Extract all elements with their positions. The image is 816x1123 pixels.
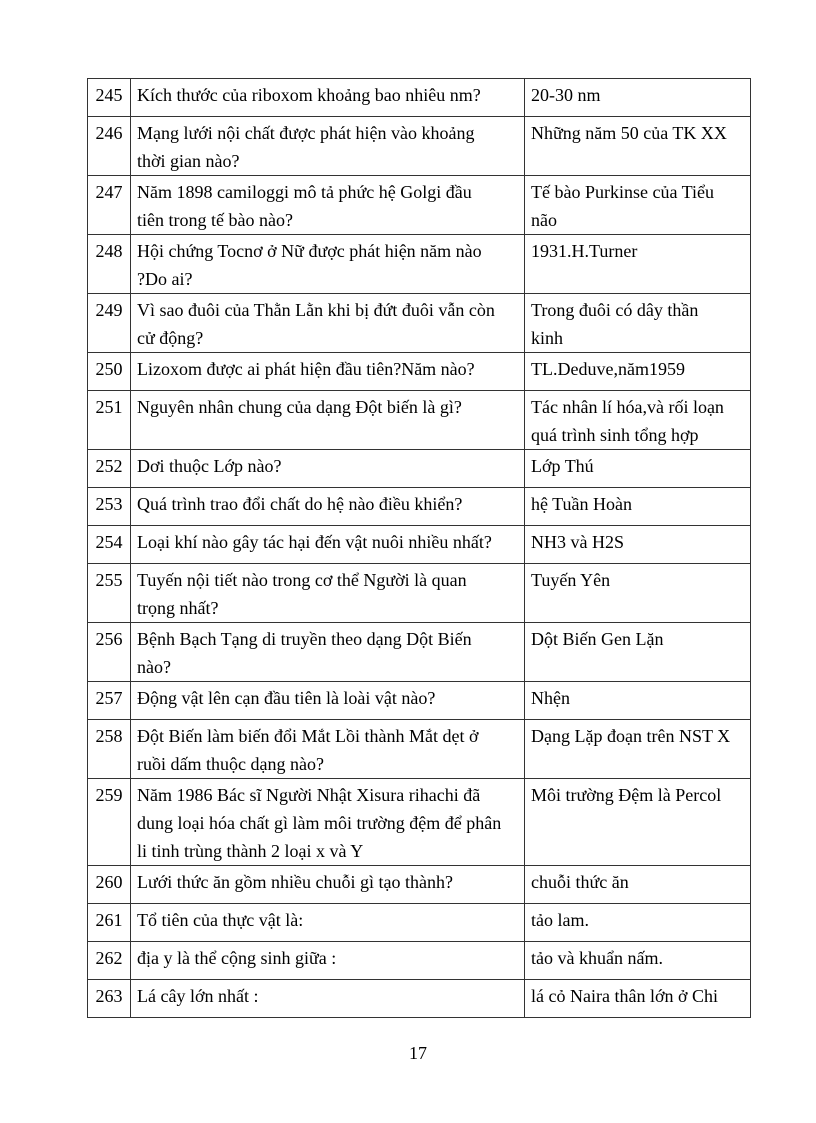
- row-number: 249: [88, 294, 131, 353]
- question-cell: Dơi thuộc Lớp nào?: [131, 450, 525, 488]
- table-row: [88, 720, 751, 779]
- row-number: 262: [88, 942, 131, 980]
- answer-cell: Nhện: [525, 682, 751, 720]
- question-cell: Loại khí nào gây tác hại đến vật nuôi nhiều nhất?: [131, 526, 525, 564]
- row-number: 257: [88, 682, 131, 720]
- question-cell: Quá trình trao đổi chất do hệ nào điều khiển?: [131, 488, 525, 526]
- answer-cell: Dạng Lặp đoạn trên NST X: [525, 720, 751, 779]
- question-cell: Tổ tiên của thực vật là:: [131, 904, 525, 942]
- table-row: [88, 526, 751, 564]
- table-row: [88, 866, 751, 904]
- table-row: [88, 980, 751, 1018]
- table-row: [88, 294, 751, 353]
- answer-cell: Môi trường Đệm là Percol: [525, 779, 751, 866]
- question-cell: Mạng lưới nội chất được phát hiện vào khoảng thời gian nào?: [131, 117, 525, 176]
- row-number: 263: [88, 980, 131, 1018]
- row-number: 255: [88, 564, 131, 623]
- answer-cell: 1931.H.Turner: [525, 235, 751, 294]
- answer-cell: Tác nhân lí hóa,và rối loạn quá trình sinh tổng hợp: [525, 391, 751, 450]
- row-number: 261: [88, 904, 131, 942]
- row-number: 251: [88, 391, 131, 450]
- question-cell: Năm 1898 camiloggi mô tả phức hệ Golgi đầu tiên trong tế bào nào?: [131, 176, 525, 235]
- page-number: 17: [409, 1043, 427, 1063]
- table-row: [88, 353, 751, 391]
- table-row: [88, 623, 751, 682]
- question-cell: Lưới thức ăn gồm nhiều chuỗi gì tạo thành?: [131, 866, 525, 904]
- answer-cell: Dột Biến Gen Lặn: [525, 623, 751, 682]
- question-cell: Hội chứng Tocnơ ở Nữ được phát hiện năm nào ?Do ai?: [131, 235, 525, 294]
- question-cell: Lá cây lớn nhất :: [131, 980, 525, 1018]
- qa-table-body: [88, 79, 751, 1018]
- answer-cell: lá cỏ Naira thân lớn ở Chi: [525, 980, 751, 1018]
- question-cell: địa y là thể cộng sinh giữa :: [131, 942, 525, 980]
- question-cell: Động vật lên cạn đầu tiên là loài vật nào?: [131, 682, 525, 720]
- row-number: 245: [88, 79, 131, 117]
- row-number: 259: [88, 779, 131, 866]
- table-row: [88, 117, 751, 176]
- answer-cell: Lớp Thú: [525, 450, 751, 488]
- question-cell: Vì sao đuôi của Thằn Lằn khi bị đứt đuôi vẫn còn cử động?: [131, 294, 525, 353]
- answer-cell: tảo và khuẩn nấm.: [525, 942, 751, 980]
- row-number: 260: [88, 866, 131, 904]
- table-row: [88, 450, 751, 488]
- table-row: [88, 235, 751, 294]
- table-row: [88, 176, 751, 235]
- question-cell: Đột Biến làm biến đổi Mắt Lồi thành Mắt dẹt ở ruồi dấm thuộc dạng nào?: [131, 720, 525, 779]
- row-number: 254: [88, 526, 131, 564]
- row-number: 247: [88, 176, 131, 235]
- answer-cell: Trong đuôi có dây thần kinh: [525, 294, 751, 353]
- answer-cell: TL.Deduve,năm1959: [525, 353, 751, 391]
- table-row: [88, 779, 751, 866]
- qa-table: [87, 78, 751, 1018]
- answer-cell: chuỗi thức ăn: [525, 866, 751, 904]
- table-row: [88, 79, 751, 117]
- row-number: 256: [88, 623, 131, 682]
- table-row: [88, 904, 751, 942]
- question-cell: Năm 1986 Bác sĩ Người Nhật Xisura rihachi đã dung loại hóa chất gì làm môi trường đệm để phân li tinh trùng thành 2 loại x và Y: [131, 779, 525, 866]
- table-row: [88, 564, 751, 623]
- table-row: [88, 942, 751, 980]
- row-number: 250: [88, 353, 131, 391]
- answer-cell: tảo lam.: [525, 904, 751, 942]
- question-cell: Kích thước của riboxom khoảng bao nhiêu nm?: [131, 79, 525, 117]
- answer-cell: Tuyến Yên: [525, 564, 751, 623]
- question-cell: Tuyến nội tiết nào trong cơ thể Người là quan trọng nhất?: [131, 564, 525, 623]
- row-number: 246: [88, 117, 131, 176]
- table-row: [88, 488, 751, 526]
- table-row: [88, 682, 751, 720]
- question-cell: Lizoxom được ai phát hiện đầu tiên?Năm nào?: [131, 353, 525, 391]
- answer-cell: NH3 và H2S: [525, 526, 751, 564]
- question-cell: Nguyên nhân chung của dạng Đột biến là gì?: [131, 391, 525, 450]
- row-number: 258: [88, 720, 131, 779]
- table-row: [88, 391, 751, 450]
- row-number: 248: [88, 235, 131, 294]
- answer-cell: 20-30 nm: [525, 79, 751, 117]
- answer-cell: Tế bào Purkinse của Tiểu não: [525, 176, 751, 235]
- answer-cell: Những năm 50 của TK XX: [525, 117, 751, 176]
- row-number: 253: [88, 488, 131, 526]
- row-number: 252: [88, 450, 131, 488]
- question-cell: Bệnh Bạch Tạng di truyền theo dạng Dột Biến nào?: [131, 623, 525, 682]
- answer-cell: hệ Tuần Hoàn: [525, 488, 751, 526]
